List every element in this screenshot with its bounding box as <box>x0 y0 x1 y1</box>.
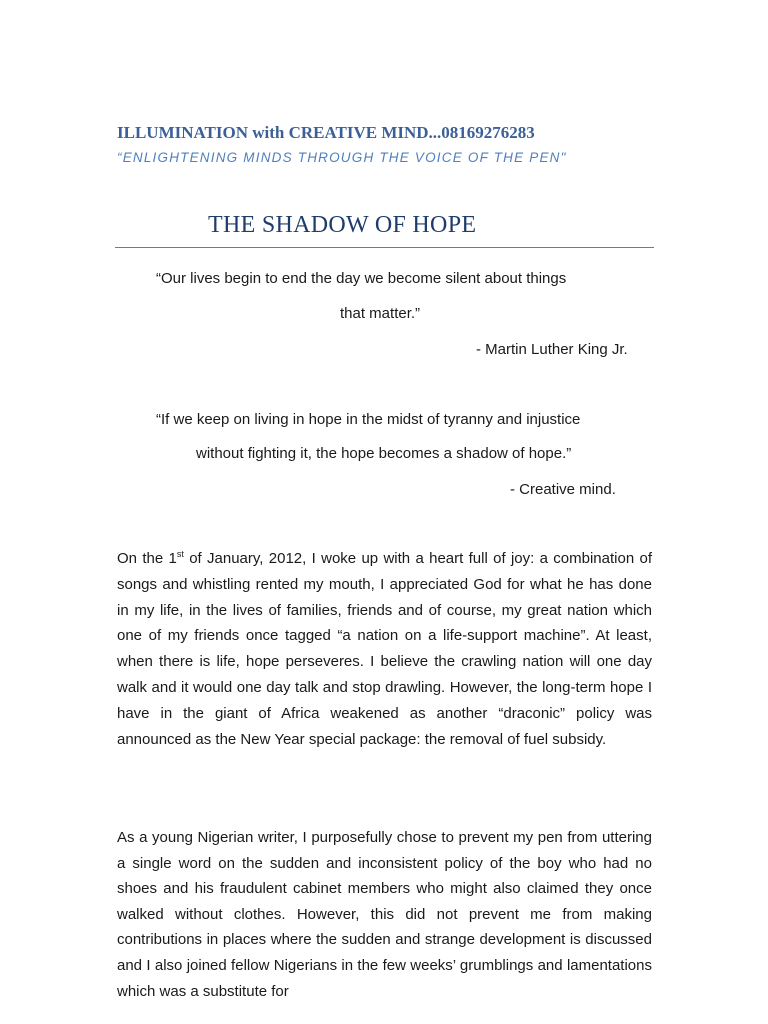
paragraph-1-text: of January, 2012, I woke up with a heart full of joy: a combination of songs and whistling rented my mouth, I appreciated God for what he has done in my life, in the lives of families, friends and of course, my great nation which one of my friends once tagged “a nation on a life-support machine”. At least, when there is life, hope perseveres. I believe the crawling nation will one day walk and it would one day talk and stop drawling. However, the long-term hope I have in the giant of Africa weakened as another “draconic” policy was announced as the New Year special package: the removal of fuel subsidy. <box>117 550 652 748</box>
quote-1-line-1: “Our lives begin to end the day we become silent about things <box>156 270 567 287</box>
paragraph-2: As a young Nigerian writer, I purposefully chose to prevent my pen from uttering a single word on the sudden and inconsistent policy of the boy who had no shoes and his fraudulent cabinet members who might also claimed they once walked without clothes. However, this did not prevent me from making contributions in places where the sudden and strange development is discussed and I also joined fellow Nigerians in the few weeks’ grumblings and lamentations which was a substitute for <box>117 829 652 1000</box>
quote-1-attribution: - Martin Luther King Jr. <box>476 341 628 358</box>
title-divider <box>115 247 654 248</box>
header-title: ILLUMINATION with CREATIVE MIND...08169276283 <box>117 123 535 142</box>
quote-2-line-2: without fighting it, the hope becomes a shadow of hope.” <box>196 445 572 462</box>
quote-2-line-1: “If we keep on living in hope in the midst of tyranny and injustice <box>156 411 581 428</box>
header-tagline: “ENLIGHTENING MINDS THROUGH THE VOICE OF THE PEN" <box>117 150 567 165</box>
quote-2-attribution: - Creative mind. <box>510 481 616 498</box>
document-title: THE SHADOW OF HOPE <box>208 212 477 238</box>
paragraph-1 <box>117 546 652 752</box>
paragraph-1-superscript: st <box>176 549 184 559</box>
paragraph-1-prefix: On the 1 <box>117 550 177 567</box>
quote-1-line-2: that matter.” <box>340 305 421 322</box>
